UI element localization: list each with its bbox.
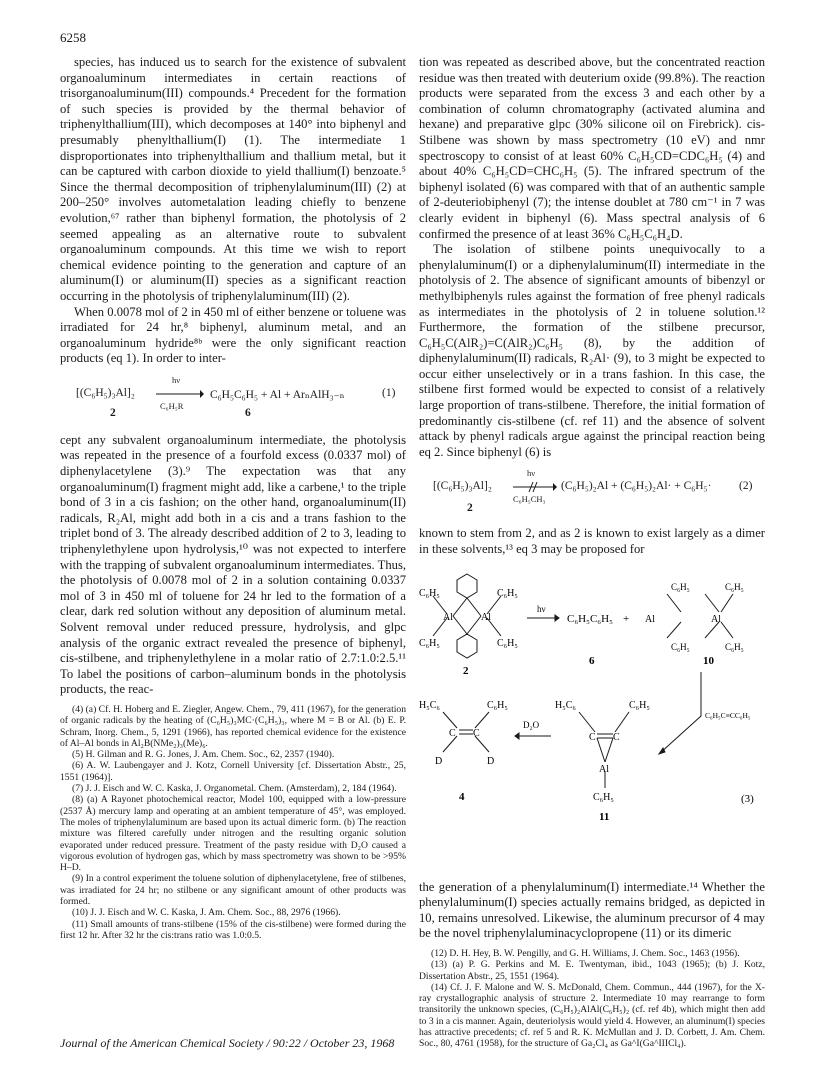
eq1-hv: hν — [172, 374, 181, 385]
scheme-biphenyl: C₆H₅C₆H₅ — [567, 612, 613, 625]
right-paragraph-1: tion was repeated as described above, but the concentrated reaction residue was then treated with deuterium oxide (99.8%). The reaction products were separated from the excess 3 and each other by a combination of column chromatography (activated alumina and hexane) and preparative glpc (30% silicone oil on Firebrick). cis-Stilbene was shown by mass spectrometry (10 eV) and nmr spectroscopy to consist of at least 60% C₆H₅CD=CDC₆H₅ (4) and about 40% C₆H₅CD=CHC₆H₅ (5). The infrared spectrum of the biphenyl isolated (6) was compared with that of an authentic sample of 2-deuteriobiphenyl (7); the intense doublet at 780 cm⁻¹ in 7 was clearly evident in biphenyl (6). Mass spectral analysis of 6 confirmed the presence of at least 36% C₆H₅C₆H₄D. — [419, 55, 765, 241]
eq2-number: (2) — [739, 480, 753, 493]
bridge-phenyl-top — [457, 574, 477, 598]
scheme-eq-number: (3) — [741, 792, 754, 805]
right-paragraph-4: the generation of a phenylaluminum(I) intermediate.¹⁴ Whether the phenylaluminum(I) species actually remains bridged, as depicted in 10, remains unresolved. Likewise, the aluminum precursor of 4 may be the novel triphenylaluminacyclopropene (11) or its dimeric — [419, 879, 765, 941]
s4-c-left: C — [449, 727, 456, 739]
eq2-solvent: C₆H₅CH₃ — [513, 494, 546, 505]
footnote-13: (13) (a) P. G. Perkins and M. E. Twentyman, ibid., 1043 (1965); (b) J. Kotz, Dissertation Abstr., 25, 1551 (1964). — [419, 959, 765, 982]
structure-11-ring — [579, 712, 629, 788]
footnote-8: (8) (a) A Rayonet photochemical reactor, Model 100, equipped with a low-pressure (2537 Å) mercury lamp and operating at an ambient temperature of 45°, was employed. The moles of triphenylaluminum are based upon its actual dimeric form. (b) The reaction mixture was filtered carefully under nitrogen and the resulting organic solution evaporated under reduced pressure. Treatment of the pasty residue with D₂O caused a vigorous evolution of hydrogen gas, which by mass spectrometry was shown to be >95% H–D. — [60, 794, 406, 874]
footnote-7: (7) J. J. Eisch and W. C. Kaska, J. Organometal. Chem. (Amsterdam), 2, 184 (1964). — [72, 783, 397, 795]
eq1-label-product: 6 — [245, 406, 251, 419]
s11-label: 11 — [599, 810, 610, 823]
s4-ph: C₆H₅ — [487, 699, 508, 711]
s10-ph-right-top: C₆H₅ — [725, 581, 744, 592]
left-column — [60, 55, 406, 941]
s11-ph: C₆H₅ — [629, 699, 650, 711]
s2-ph-br: C₆H₅ — [497, 637, 518, 649]
eq1-reactant: [(C₆H₅)₃Al]₂ — [76, 386, 135, 399]
s4-d-right: D — [487, 755, 495, 767]
s11-h5c6: H₅C₆ — [555, 699, 576, 711]
footnote-10: (10) J. J. Eisch and W. C. Kaska, J. Am. Chem. Soc., 88, 2976 (1966). — [72, 907, 341, 919]
footnote-5: (5) H. Gilman and R. G. Jones, J. Am. Chem. Soc., 62, 2357 (1940). — [72, 749, 335, 761]
s11-c-left: C — [589, 731, 596, 743]
left-footnotes — [60, 704, 406, 941]
s4-c-right: C — [473, 727, 480, 739]
eq1-number: (1) — [382, 386, 396, 399]
s11-c-right: C — [613, 731, 620, 743]
footnote-4: (4) (a) Cf. H. Hoberg and E. Ziegler, Angew. Chem., 79, 411 (1967), for the generation of organic radicals by the heating of (C₆H₅)₃MC·(C₆H₅)₃, where M = B or Al. (b) E. P. Schram, Inorg. Chem., 5, 1291 (1966), has reported chemical evidence for the existence of Al–Al bonds in Al₂B(NMe₂)₃(Me)₆. — [60, 703, 406, 749]
scheme-diagram — [419, 566, 765, 874]
scheme-curved-arrow-icon — [659, 672, 701, 754]
s2-ph-tl: C₆H₅ — [419, 587, 440, 599]
footnote-14: (14) Cf. J. F. Malone and W. S. McDonald, Chem. Commun., 444 (1967), for the X-ray crystallographic analysis of structure 2. Intermediate 10 may rearrange to form transitorily the unknown species, (C₆H₅)₂AlAl(C₆H₅)₂ (cf. ref 4b), which might then add to 3 in a cis manner. Again, deuteriolysis would yield 4. However, an aluminum(I) species has attractive precedents; cf. ref 5 and R. K. McMullan and J. D. Corbett, J. Am. Chem. Soc., 80, 4761 (1958), for the structure of Ga₂Cl₄ as Ga^I(Ga^IIICl₄). — [419, 981, 765, 1050]
structure-10-bridged — [667, 594, 733, 638]
s6-label: 6 — [589, 654, 595, 667]
s11-ph-bottom: C₆H₅ — [593, 791, 614, 803]
eq1-label-reactant: 2 — [110, 406, 116, 419]
eq2-hv: hν — [527, 468, 536, 479]
right-footnotes — [419, 948, 765, 1050]
s4-h5c6: H₅C₆ — [419, 699, 440, 711]
eq2-arrow-icon — [513, 480, 557, 494]
s2-al-right: Al — [481, 611, 491, 623]
eq2-products: (C₆H₅)₂Al + (C₆H₅)₂Al· + C₆H₅· — [561, 480, 712, 493]
footnote-6: (6) A. W. Laubengayer and J. Kotz, Cornell University [cf. Dissertation Abstr., 25, 1551 (1964)]. — [60, 760, 406, 783]
left-paragraph-3: cept any subvalent organoaluminum intermediate, the photolysis was repeated in the presence of a fourfold excess (0.0337 mol) of diphenylacetylene (3).⁹ The expectation was that any organoaluminum(I) fragment might add, like a carbene,¹ to the triple bond of 3 in a cis fashion; on the other hand, organoaluminum(II) radicals, R₂Al, might add both in a cis and a trans fashion to the triplet bond of 3. The already described addition of 2 to 3, leading to triphenylethylene upon hydrolysis,¹⁰ was not expected to interfere with the trapping of subvalent organoaluminum intermediates. Thus, the photolysis of 0.0078 mol of 2 in a solution containing 0.0337 mol of 3 in 450 ml of toluene for 24 hr led to the formation of a clear, dark red solution without any deposition of aluminum metal. Solvent removal under reduced pressure, hydrolysis, and glpc analysis of the organic extract revealed the presence of biphenyl, cis-stilbene, and triphenylethylene in a molar ratio of 2.7:1.0:2.5.¹¹ To label the positions of carbon–aluminum bonds in the photolysis products, the reac- — [60, 432, 406, 697]
eq1-products: C₆H₅C₆H₅ + Al + ArₙAlH₃₋ₙ — [210, 388, 345, 401]
scheme-hv: hν — [537, 603, 546, 614]
s4-d-left: D — [435, 755, 443, 767]
scheme-plus: + — [623, 612, 630, 625]
scheme-arrow-d2o-icon — [515, 733, 551, 739]
scheme-alkyne: C₆H₅C≡CC₆H₅ — [705, 710, 751, 720]
footnote-9: (9) In a control experiment the toluene solution of diphenylacetylene, free of stilbenes, was irradiated for 24 hr; no stilbene or any significant amount of other products was formed. — [60, 873, 406, 908]
equation-1 — [60, 373, 406, 429]
eq2-label-reactant: 2 — [467, 502, 473, 515]
s2-ph-bl: C₆H₅ — [419, 637, 440, 649]
scheme-d2o: D₂O — [523, 719, 540, 730]
s10-label: 10 — [703, 654, 714, 667]
journal-footer: Journal of the American Chemical Society / 90:22 / October 23, 1968 — [60, 1036, 395, 1050]
eq2-reactant: [(C₆H₅)₃Al]₂ — [433, 480, 492, 493]
right-paragraph-2: The isolation of stilbene points unequivocally to a phenylaluminum(I) or a diphenylaluminum(II) intermediate in the photolysis of 2. The absence of significant amounts of bibenzyl or methylbiphenyls rules against the formation of free phenyl radicals as intermediates in the photolysis of 2 in toluene solution.¹² Furthermore, the formation of the stilbene precursor, C₆H₅C(AlR₂)=C(AlR₂)C₆H₅ (8), by the addition of diphenylaluminum(II) radicals, R₂Al· (9), to 3 might be expected to occur either unselectively or in a trans fashion. In this case, the stilbene first formed would be expected to consist of a relatively large proportion of trans-stilbene. Therefore, the initial formation of predominantly cis-stilbene (cf. ref 11) and the absence of solvent attack by phenyl radicals argue against the principal reaction being eq 2. Since biphenyl (6) is — [419, 242, 765, 459]
equation-2 — [419, 466, 765, 522]
eq1-arrow-icon — [156, 387, 204, 401]
eq1-solvent: C₆H₅R — [160, 400, 184, 411]
s10-ph-top: C₆H₅ — [671, 581, 690, 592]
page-number: 6258 — [60, 30, 86, 45]
right-paragraph-3: known to stem from 2, and as 2 is known to exist largely as a dimer in these solvents,¹³ eq 3 may be proposed for — [419, 526, 765, 557]
right-column — [419, 55, 765, 1050]
s10-ph-right-bottom: C₆H₅ — [725, 641, 744, 652]
s10-ph-bottom: C₆H₅ — [671, 641, 690, 652]
scheme-arrow-1-icon — [527, 615, 559, 621]
s2-ph-tr: C₆H₅ — [497, 587, 518, 599]
s10-al-right: Al — [711, 613, 721, 625]
left-paragraph-1: species, has induced us to search for the existence of subvalent organoaluminum intermediates in certain reactions of trisorganoaluminum(III) compounds.⁴ Precedent for the formation of such species is provided by the thermal behavior of triphenylthallium(III), which decomposes at 140° into biphenyl and presumably phenylthallium(I) (1). The intermediate 1 disproportionates into triphenylthallium and thallium metal, but it can be captured with carbon dioxide to yield thallium(I) benzoate.⁵ Since the thermal decomposition of triphenylaluminum(III) (2) at 200–250° involves autometalation leading chiefly to benzene evolution,⁶⁷ rather than biphenyl formation, the photolysis of 2 seemed appealing as an alternative route to subvalent organoaluminum compounds. At this time we wish to report chemical evidence pointing to the generation and capture of an aluminum(I) or aluminum(II) species as a significant reaction occurring in the photolysis of triphenylaluminum(III) (2). — [60, 55, 406, 303]
bridge-phenyl-bottom — [457, 634, 477, 658]
s2-al-left: Al — [443, 611, 453, 623]
footnote-11: (11) Small amounts of trans-stilbene (15% of the cis-stilbene) were formed during the first 12 hr. After 32 hr the cis:trans ratio was 1.0:0.5. — [60, 918, 406, 941]
left-paragraph-2: When 0.0078 mol of 2 in 450 ml of either benzene or toluene was irradiated for 24 hr,⁸ biphenyl, aluminum metal, and an organoaluminum hydride⁸ᵇ were the only significant reaction products (eq 1). In order to inter- — [60, 304, 406, 366]
reaction-scheme-3 — [419, 566, 765, 874]
footnote-12: (12) D. H. Hey, B. W. Pengilly, and G. H. Williams, J. Chem. Soc., 1463 (1956). — [431, 948, 740, 959]
s4-label: 4 — [459, 790, 465, 803]
s11-al: Al — [599, 763, 609, 775]
s2-label: 2 — [463, 664, 469, 677]
s10-al-left: Al — [645, 613, 655, 625]
